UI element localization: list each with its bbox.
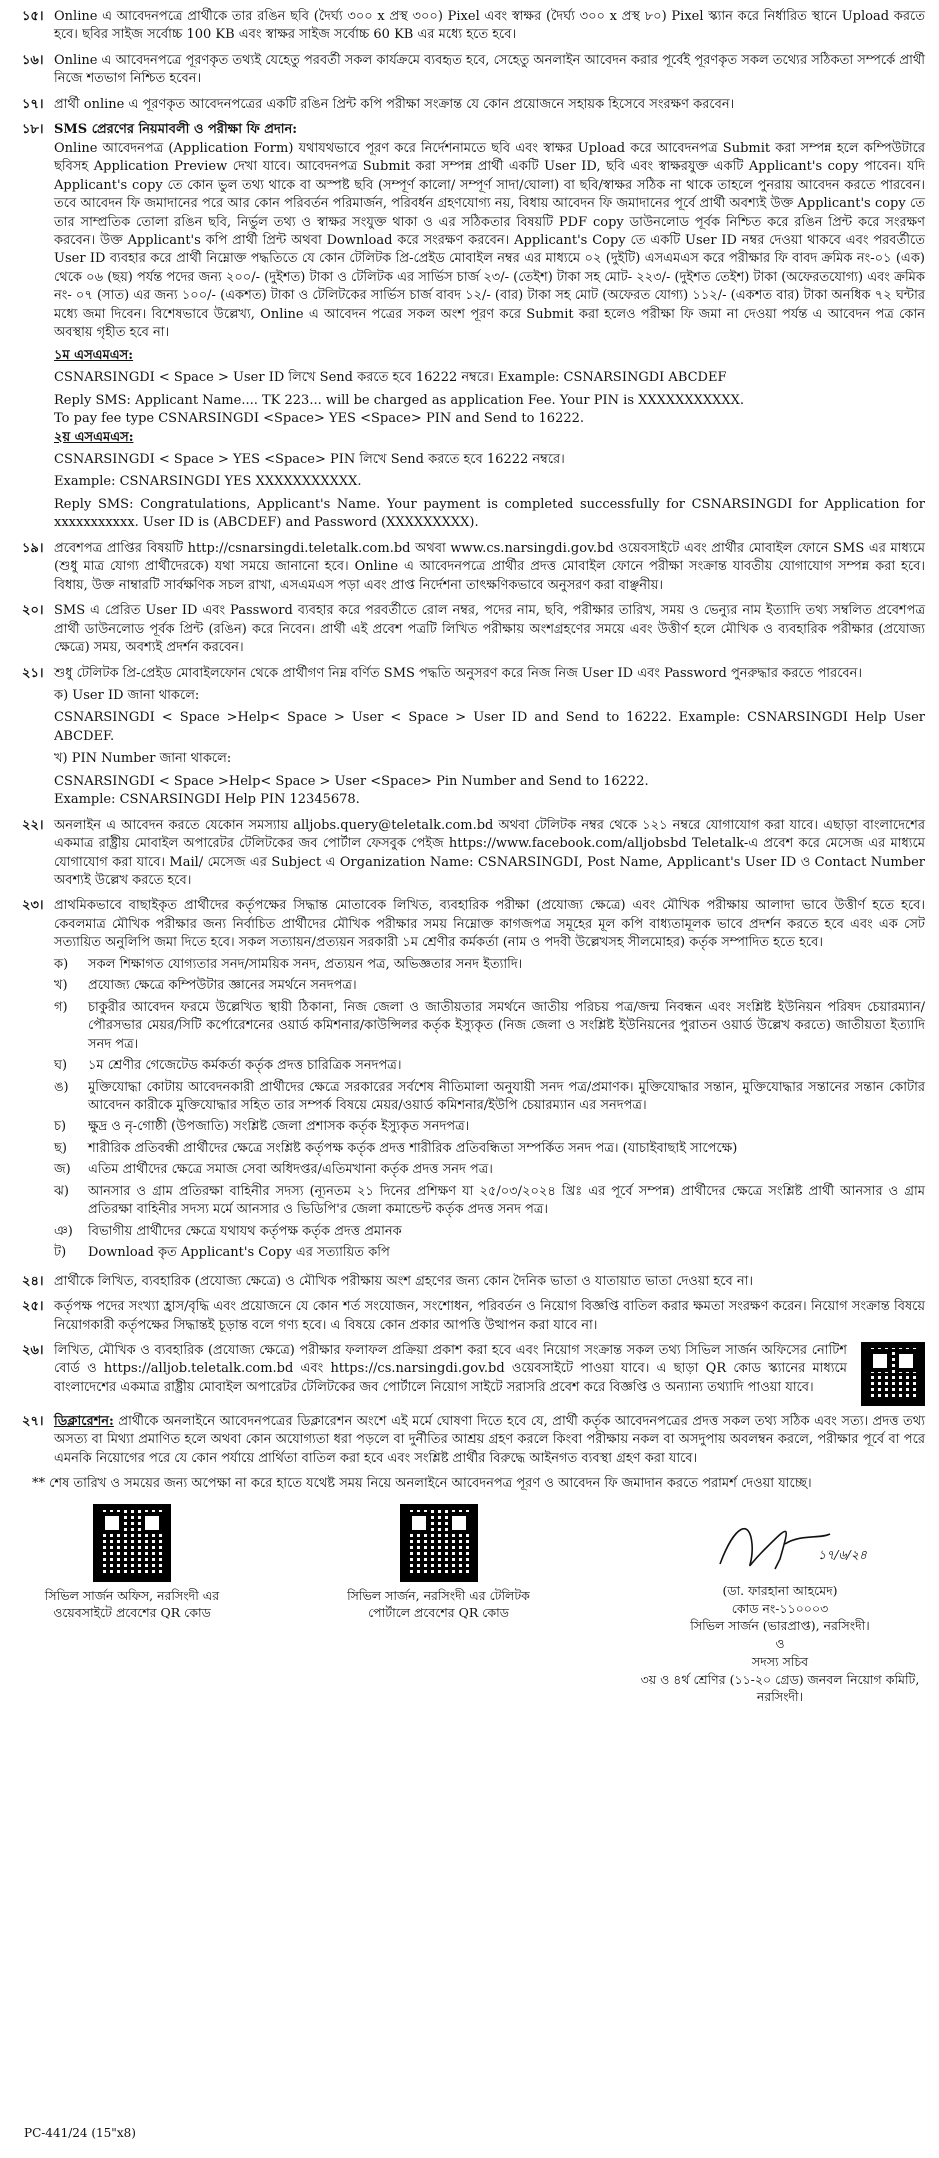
sms1-line: CSNARSINGDI < Space > User ID লিখে Send করতে হবে 16222 নম্বরে। Example: CSNARSINGDI ABCDEF [54, 370, 727, 386]
document-item [54, 999, 925, 1054]
item-number: ১৮। [22, 122, 44, 138]
letter: ঞ) [54, 1223, 73, 1239]
document-text: বিভাগীয় প্রার্থীদের ক্ষেত্রে যথাযথ কর্তৃপক্ষ কর্তৃক প্রদত্ত প্রমানক [88, 1223, 402, 1239]
item-17 [22, 96, 925, 114]
signature-date: ১৭/৬/২৪ [817, 1546, 867, 1562]
item-21 [22, 665, 925, 810]
item-text [54, 1413, 925, 1468]
item-26-row [54, 1342, 925, 1406]
item-23 [22, 897, 925, 1265]
document-item [54, 1057, 925, 1075]
document-item [54, 1140, 925, 1158]
teletalk-qr-code-icon[interactable] [861, 1342, 925, 1406]
item-text: প্রবেশপত্র প্রাপ্তির বিষয়টি http://csnarsingdi.teletalk.com.bd অথবা www.cs.narsingdi.gov.bd ওয়েবসাইটে এবং প্রার্থীর মোবাইল ফোনে SMS এর মাধ্যমে (শুধু মাত্র যোগ্য প্রার্থীদেরকে) যথা সময়ে জানানো হবে। Online এ আবেদনপত্রে প্রার্থীর প্রদত্ত মোবাইল ফোনে পরীক্ষা সংক্রান্ত যাবতীয় যোগাযোগ সম্পন্ন করা হবে। বিধায়, উক্ত নাম্বারটি সার্বক্ষণিক সচল রাখা, এসএমএস পড়া এবং প্রাপ্ত নির্দেশনা তাৎক্ষণিকভাবে অনুসরণ করা বাঞ্ছনীয়। [54, 540, 925, 593]
sms2-heading: ২য় এসএমএস: [54, 429, 134, 445]
document-item [54, 1183, 925, 1220]
recovery-intro: শুধু টেলিটক প্রি-প্রেইড মোবাইলফোন থেকে প্রার্থীগণ নিম্ন বর্ণিত SMS পদ্ধতি অনুসরণ করে নিজ নিজ User ID এবং Password পুনরুদ্ধার করতে পারবেন। [54, 665, 863, 681]
letter: ঝ) [54, 1183, 69, 1199]
recovery-userid-text: CSNARSINGDI < Space >Help< Space > User < Space > User ID and Send to 16222. Example: CSNARSINGDI Help User ABCDEF. [54, 710, 925, 744]
item-16 [22, 52, 925, 89]
item-24 [22, 1273, 925, 1291]
sms2-line: Example: CSNARSINGDI YES XXXXXXXXXXX. [54, 474, 362, 490]
signature-scribble-icon [680, 1504, 880, 1582]
sms1-heading: ১ম এসএমএস: [54, 347, 134, 363]
document-item [54, 956, 925, 974]
item-text: Online এ আবেদনপত্রে প্রার্থীকে তার রঙিন ছবি (দৈর্ঘ্য ৩০০ x প্রস্থ ৩০০) Pixel এবং স্বাক্ষর (দৈর্ঘ্য ৩০০ x প্রস্থ ৮০) Pixel স্ক্যান করে নির্ধারিত স্থানে Upload করতে হবে। ছবির সাইজ সর্বোচ্চ 100 KB এবং স্বাক্ষর সাইজ সর্বোচ্চ 60 KB এর মধ্যে হতে হবে। [54, 9, 925, 43]
item-25 [22, 1298, 925, 1335]
document-item [54, 1161, 925, 1179]
document-text: সকল শিক্ষাগত যোগ্যতার সনদ/সাময়িক সনদ, প্রত্যয়ন পত্র, অভিজ্ঞতার সনদ ইত্যাদি। [88, 956, 523, 972]
item-number: ২৭। [22, 1414, 44, 1429]
declaration-label: ডিক্লারেশন: [54, 1414, 114, 1429]
recovery-userid-label: ক) User ID জানা থাকলে: [54, 687, 200, 703]
document-item [54, 1118, 925, 1136]
document-text: Download কৃত Applicant's Copy এর সত্যায়িত কপি [88, 1245, 390, 1261]
deadline-note: ** শেষ তারিখ ও সময়ের জন্য অপেক্ষা না করে হাতে যথেষ্ট সময় নিয়ে অনলাইনে আবেদনপত্র পূরণ ও আবেদন ফি জমাদান করতে পরামর্শ দেওয়া যাচ্ছে। [32, 1476, 812, 1492]
item-number: ১৯। [22, 540, 44, 556]
item-number: ১৫। [22, 9, 44, 24]
document-item [54, 1079, 925, 1116]
letter: ছ) [54, 1140, 67, 1156]
document-text: চাকুরীর আবেদন ফরমে উল্লেখিত স্থায়ী ঠিকানা, নিজ জেলা ও জাতীয়তার সমর্থনে জাতীয় পরিচয় পত্র/জন্ম নিবন্ধন এবং সংশ্লিষ্ট ইউনিয়ন পরিষদ চেয়ারম্যান/পৌরসভার মেয়র/সিটি কর্পোরেশনের ওয়ার্ড কমিশনার/কাউন্সিলর কর্তৃক ইস্যুকৃত (নিজ জেলা ও সংশ্লিষ্ট ইউনিয়নের পুরাতন ওয়ার্ড উল্লেখ করতে) জাতীয়তা ইত্যাদি সনদ পত্র। [88, 999, 925, 1052]
documents-intro: প্রাথমিকভাবে বাছাইকৃত প্রার্থীদের কর্তৃপক্ষের সিদ্ধান্ত মোতাবেক লিখিত, ব্যবহারিক পরীক্ষা (প্রযোজ্য ক্ষেত্রে) এবং মৌখিক পরীক্ষায় আলাদা ভাবে উত্তীর্ণ হতে হবে। কেবলমাত্র মৌখিক পরীক্ষার জন্য নির্বাচিত প্রার্থীদের মৌখিক পরীক্ষার সময় নিম্নোক্ত কাগজপত্র সমূহের মূল কপি বাধ্যতামূলক ভাবে প্রদর্শন করতে হবে এবং এক সেট সত্যায়িত অনুলিপি জমা দিতে হবে। সকল সত্যায়ন/প্রত্যয়ন সরকারী ১ম শ্রেণীর কর্মকর্তা (নাম ও পদবী উল্লেখসহ সীলমোহর) কর্তৃক সম্পাদিত হতে হবে। [54, 898, 925, 951]
item-number: ২২। [22, 817, 44, 833]
signer-title: সিভিল সার্জন (ভারপ্রাপ্ত), নরসিংদী। [690, 1618, 870, 1634]
letter: ঘ) [54, 1058, 68, 1074]
signature [635, 1504, 925, 1582]
document-text: প্রযোজ্য ক্ষেত্রে কম্পিউটার জ্ঞানের সমর্থনে সনদপত্র। [88, 978, 357, 994]
qr-block-website [22, 1504, 242, 1706]
letter: ঙ) [54, 1079, 69, 1095]
item-number: ২৪। [22, 1273, 44, 1289]
signature-block [635, 1504, 925, 1706]
item-text: কর্তৃপক্ষ পদের সংখ্যা হ্রাস/বৃদ্ধি এবং প্রয়োজনে যে কোন শর্ত সংযোজন, সংশোধন, পরিবর্তন ও নিয়োগ বিজ্ঞপ্তি বাতিল করার ক্ষমতা সংরক্ষণ করেন। নিয়োগ সংক্রান্ত বিষয়ে নিয়োগকারী কর্তৃপক্ষের সিদ্ধান্তই চূড়ান্ত বলে গণ্য হবে। এ বিষয়ে কোন প্রকার আপত্তি উত্থাপন করা যাবে না। [54, 1299, 925, 1333]
item-22 [22, 817, 925, 891]
letter: জ) [54, 1162, 71, 1178]
footer [22, 1504, 925, 1706]
item-19 [22, 540, 925, 595]
item-18 [22, 121, 925, 533]
document-item [54, 1223, 925, 1241]
document-text: আনসার ও গ্রাম প্রতিরক্ষা বাহিনীর সদস্য (ন্যূনতম ২১ দিনের প্রশিক্ষণ যা ২৫/০৩/২০২৪ খ্রিঃ এর পূর্বে সম্পন্ন) প্রার্থীদের ক্ষেত্রে সংশ্লিষ্ট প্রার্থী আনসার ও গ্রাম প্রতিরক্ষা বাহিনীর সদস্য মর্মে আনসার ও ভিডিপি'র জেলা কমান্ডেন্ট কর্তৃক প্রদত্ত সনদ পত্র। [88, 1183, 925, 1218]
signer-and: ও [775, 1636, 785, 1652]
pc-code: PC-441/24 (15"x8) [24, 2125, 136, 2140]
recovery-pin-text: CSNARSINGDI < Space >Help< Space > User <Space> Pin Number and Send to 16222. [54, 773, 649, 789]
sms-body: Online আবেদনপত্র (Application Form) যথাযথভাবে পূরণ করে নির্দেশনামতে ছবি এবং স্বাক্ষর Upload করে আবেদনপত্র Submit করা সম্পন্ন হলে কম্পিউটারে ছবিসহ Application Preview দেখা যাবে। আবেদনপত্র Submit করা সম্পন্ন প্রার্থী একটি User ID, ছবি এবং স্বাক্ষরযুক্ত একটি Applicant's copy পাবেন। যদি Applicant's copy তে কোন ভুল তথ্য থাকে বা অস্পষ্ট ছবি (সম্পূর্ণ কালো/ সম্পূর্ণ সাদা/ঘোলা) বা ছবি/স্বাক্ষর সঠিক না থাকে তাহলে পুনরায় আবেদন করতে পারবেন। তবে আবেদন ফি জমাদানের পরে আর কোন পরিবর্তন পরিমার্জন, পরিবর্ধন গ্রহণযোগ্য নয়, বিধায় আবেদন ফি জমাদানের পূর্বে প্রার্থী অবশ্যই উক্ত Applicant's copy তে তার সাম্প্রতিক তোলা রঙিন ছবি, নির্ভুল তথ্য ও স্বাক্ষর সংযুক্ত থাকা ও এর সঠিকতার বিষয়টি PDF copy ডাউনলোড পূর্বক নিশ্চিত করে রঙিন প্রিন্ট করে সংরক্ষণ করবেন। উক্ত Applicant's কপি প্রার্থী প্রিন্ট অথবা Download করে সংরক্ষণ করবেন। Applicant's Copy তে একটি User ID নম্বর দেওয়া থাকবে এবং পরবর্তীতে User ID ব্যবহার করে প্রার্থী নিম্নোক্ত পদ্ধতিতে যে কোন টেলিটক প্রি-প্রেইড মোবাইল নম্বর এর মাধ্যমে ০২ (দুইটি) এসএমএস করে পরীক্ষার ফি বাবদ ক্রমিক নং-০১ (এক) থেকে ০৬ (ছয়) পর্যন্ত পদের জন্য ২০০/- (দুইশত) টাকা ও টেলিটক এর সার্ভিস চার্জ ২৩/- (তেইশ) টাকা সহ মোট- ২২৩/- (দুইশত তেইশ) টাকা (অফেরতযোগ্য) এবং ক্রমিক নং- ০৭ (সাত) এর জন্য ১০০/- (একশত) টাকা ও টেলিটকের সার্ভিস চার্জ বাবদ ১২/- (বার) টাকা সহ মোট (অফেরত যোগ্য) ১১২/- (একশত বার) টাকা অনধিক ৭২ ঘন্টার মধ্যে জমা দিবেন। বিশেষভাবে উল্লেখ্য, Online এ আবেদন পত্রের সকল অংশ পূরণ করে Submit করা হলেও পরীক্ষা ফি জমা না দেওয়া পর্যন্ত এ আবেদন পত্র কোন অবস্থায় গৃহীত হবে না। [54, 140, 925, 341]
item-number: ২৩। [22, 898, 44, 914]
sms2-line: CSNARSINGDI < Space > YES <Space> PIN লিখে Send করতে হবে 16222 নম্বরে। [54, 451, 565, 467]
qr-caption: সিভিল সার্জন, নরসিংদী এর টেলিটক পোর্টালে প্রবেশের QR কোড [347, 1587, 530, 1621]
item-number: ২৫। [22, 1299, 44, 1315]
letter: ক) [54, 956, 69, 972]
item-20 [22, 602, 925, 657]
sms1-line: Reply SMS: Applicant Name.... TK 223... will be charged as application Fee. Your PIN is XXXXXXXXXXX. [54, 392, 745, 408]
item-text: অনলাইন এ আবেদন করতে যেকোন সমস্যায় alljobs.query@teletalk.com.bd অথবা টেলিটক নম্বর থেকে ১২১ নম্বরে যোগাযোগ করা যাবে। এছাড়া বাংলাদেশের একমাত্র রাষ্ট্রীয় মোবাইল অপারেটর টেলিটকের জব পোর্টাল ফেসবুক পেইজ https://www.facebook.com/alljobsbd Teletalk-এ প্রবেশ করে মেসেজ এর মাধ্যমে যোগাযোগ করা যাবে। Mail/ মেসেজ এর Subject এ Organization Name: CSNARSINGDI, Post Name, Applicant's User ID ও Contact Number অবশ্যই উল্লেখ করতে হবে। [54, 817, 925, 889]
item-text [54, 665, 925, 810]
letter: গ) [54, 999, 68, 1015]
document-text: শারীরিক প্রতিবন্ধী প্রার্থীদের ক্ষেত্রে সংশ্লিষ্ট কর্তৃপক্ষ কর্তৃক প্রদত্ত শারীরিক প্রতিবন্ধিতা সম্পর্কিত সনদ পত্র। (যাচাইবাছাই সাপেক্ষে) [88, 1140, 738, 1156]
item-number: ২৬। [22, 1343, 44, 1358]
recovery-pin-label: খ) PIN Number জানা থাকলে: [54, 751, 232, 767]
document-text: ক্ষুদ্র ও নৃ-গোষ্ঠী (উপজাতি) সংশ্লিষ্ট জেলা প্রশাসক কর্তৃক ইস্যুকৃত সনদপত্র। [88, 1119, 470, 1135]
letter: ট) [54, 1245, 67, 1261]
item-text [54, 121, 925, 533]
document-text: এতিম প্রার্থীদের ক্ষেত্রে সমাজ সেবা অধিদপ্তর/এতিমখানা কর্তৃক প্রদত্ত সনদ পত্র। [88, 1162, 493, 1178]
sms2-line: Reply SMS: Congratulations, Applicant's Name. Your payment is completed successfully for CSNARSINGDI for Application for xxxxxxxxxxx. User ID is (ABCDEF) and Password (XXXXXXXXX). [54, 496, 925, 531]
item-text: SMS এ প্রেরিত User ID এবং Password ব্যবহার করে পরবর্তীতে রোল নম্বর, পদের নাম, ছবি, পরীক্ষার তারিখ, সময় ও ভেন্যুর নাম ইত্যাদি তথ্য সম্বলিত প্রবেশপত্র প্রার্থী ডাউনলোড পূর্বক প্রিন্ট (রঙিন) করে নিবেন। প্রার্থী এই প্রবেশ পত্রটি লিখিত পরীক্ষায় অংশগ্রহণের সময়ে এবং উত্তীর্ণ হলে মৌখিক ও ব্যবহারিক পরীক্ষার (প্রযোজ্য ক্ষেত্রে) সময়, অবশ্যই প্রদর্শন করবেন। [54, 603, 925, 656]
document-text: ১ম শ্রেণীর গেজেটেড কর্মকর্তা কর্তৃক প্রদত্ত চারিত্রিক সনদপত্র। [88, 1058, 402, 1074]
item-15 [22, 8, 925, 45]
qr-caption: সিভিল সার্জন অফিস, নরসিংদী এর ওয়েবসাইটে প্রবেশের QR কোড [44, 1587, 220, 1621]
item-text: Online এ আবেদনপত্রে পূরণকৃত তথ্যই যেহেতু পরবর্তী সকল কার্যক্রমে ব্যবহৃত হবে, সেহেতু অনলাইন আবেদন করার পূর্বেই পূরণকৃত সকল তথ্যের সঠিকতা সম্পর্কে প্রার্থী নিজে শতভাগ নিশ্চিত হবেন। [54, 52, 925, 87]
signer-committee: ৩য় ও ৪র্থ শ্রেণির (১১-২০ গ্রেড) জনবল নিয়োগ কমিটি, নরসিংদী। [640, 1671, 920, 1705]
item-27 [22, 1413, 925, 1468]
document-text: মুক্তিযোদ্ধা কোটায় আবেদনকারী প্রার্থীদের ক্ষেত্রে সরকারের সর্বশেষ নীতিমালা অনুযায়ী সনদ পত্র/প্রমাণক। মুক্তিযোদ্ধার সন্তান, মুক্তিযোদ্ধার সন্তানের সন্তান কোটার আবেদন কারীকে মুক্তিযোদ্ধার সহিত তার সম্পর্ক বিষয়ে মেয়র/ওয়ার্ড কমিশনার/ইউপি চেয়ারম্যান এর সনদপত্র। [88, 1079, 925, 1114]
item-number: ১৬। [22, 52, 44, 68]
sms-heading: SMS প্রেরণের নিয়মাবলী ও পরীক্ষা ফি প্রদান: [54, 122, 298, 138]
item-text [54, 897, 925, 1265]
signer-code: কোড নং-১১০০০৩ [731, 1600, 829, 1616]
sms1-line: To pay fee type CSNARSINGDI <Space> YES <Space> PIN and Send to 16222. [54, 411, 585, 427]
letter: খ) [54, 978, 68, 994]
item-text: প্রার্থীকে লিখিত, ব্যবহারিক (প্রযোজ্য ক্ষেত্রে) ও মৌখিক পরীক্ষায় অংশ গ্রহণের জন্য কোন দৈনিক ভাতা ও যাতায়াত ভাতা দেওয়া হবে না। [54, 1273, 754, 1289]
letter: চ) [54, 1119, 67, 1135]
recovery-pin-example: Example: CSNARSINGDI Help PIN 12345678. [54, 792, 360, 808]
website-qr-code-icon[interactable] [93, 1504, 171, 1582]
document-item [54, 977, 925, 995]
portal-qr-code-icon[interactable] [400, 1504, 478, 1582]
signer-name: (ডা. ফারহানা আহমেদ) [722, 1582, 838, 1598]
items-top [22, 8, 925, 114]
document-item [54, 1244, 925, 1262]
qr-block-portal [329, 1504, 549, 1706]
item-26 [22, 1342, 925, 1406]
signer-member: সদস্য সচিব [751, 1653, 809, 1669]
item-number: ২০। [22, 603, 44, 619]
item-number: ১৭। [22, 96, 44, 112]
item-number: ২১। [22, 665, 44, 681]
item-text: লিখিত, মৌখিক ও ব্যবহারিক (প্রযোজ্য ক্ষেত্রে) পরীক্ষার ফলাফল প্রক্রিয়া প্রকাশ করা হবে এবং নিয়োগ সংক্রান্ত সকল তথ্য সিভিল সার্জন অফিসের নোটিশ বোর্ড ও https://alljob.teletalk.com.bd এবং https://cs.narsingdi.gov.bd ওয়েবসাইটে পাওয়া যাবে। এ ছাড়া QR কোড স্ক্যানের মাধ্যমে বাংলাদেশের একমাত্র রাষ্ট্রীয় মোবাইল অপারেটর টেলিটকের জব পোর্টালে নিয়োগ সাইটে সরাসরি প্রবেশ করে বিজ্ঞপ্তি ও অন্যান্য তথ্যাদি পাওয়া যাবে। [54, 1343, 847, 1395]
item-text: প্রার্থী online এ পূরণকৃত আবেদনপত্রের একটি রঙিন প্রিন্ট কপি পরীক্ষা সংক্রান্ত যে কোন প্রয়োজনে সহায়ক হিসেবে সংরক্ষণ করবেন। [54, 96, 735, 112]
declaration-text: প্রার্থীকে অনলাইনে আবেদনপত্রের ডিক্লারেশন অংশে এই মর্মে ঘোষণা দিতে হবে যে, প্রার্থী কর্তৃক আবেদনপত্রের প্রদত্ত সকল তথ্য সঠিক এবং সত্য। প্রদত্ত তথ্য অসত্য বা মিথ্যা প্রমাণিত হলে অথবা কোন অযোগ্যতা ধরা পড়লে বা দুর্নীতির আশ্রয় গ্রহণ করলে কিংবা পরীক্ষায় নকল বা অসদুপায় অবলম্বন করলে, পরীক্ষার পূর্বে বা পরে এমনকি নিয়োগের পরে যে কোন পর্যায়ে প্রার্থিতা বাতিল করা হবে এবং সংশ্লিষ্ট প্রার্থীর বিরুদ্ধে আইনগত ব্যবস্থা গ্রহণ করা যাবে। [54, 1414, 925, 1466]
